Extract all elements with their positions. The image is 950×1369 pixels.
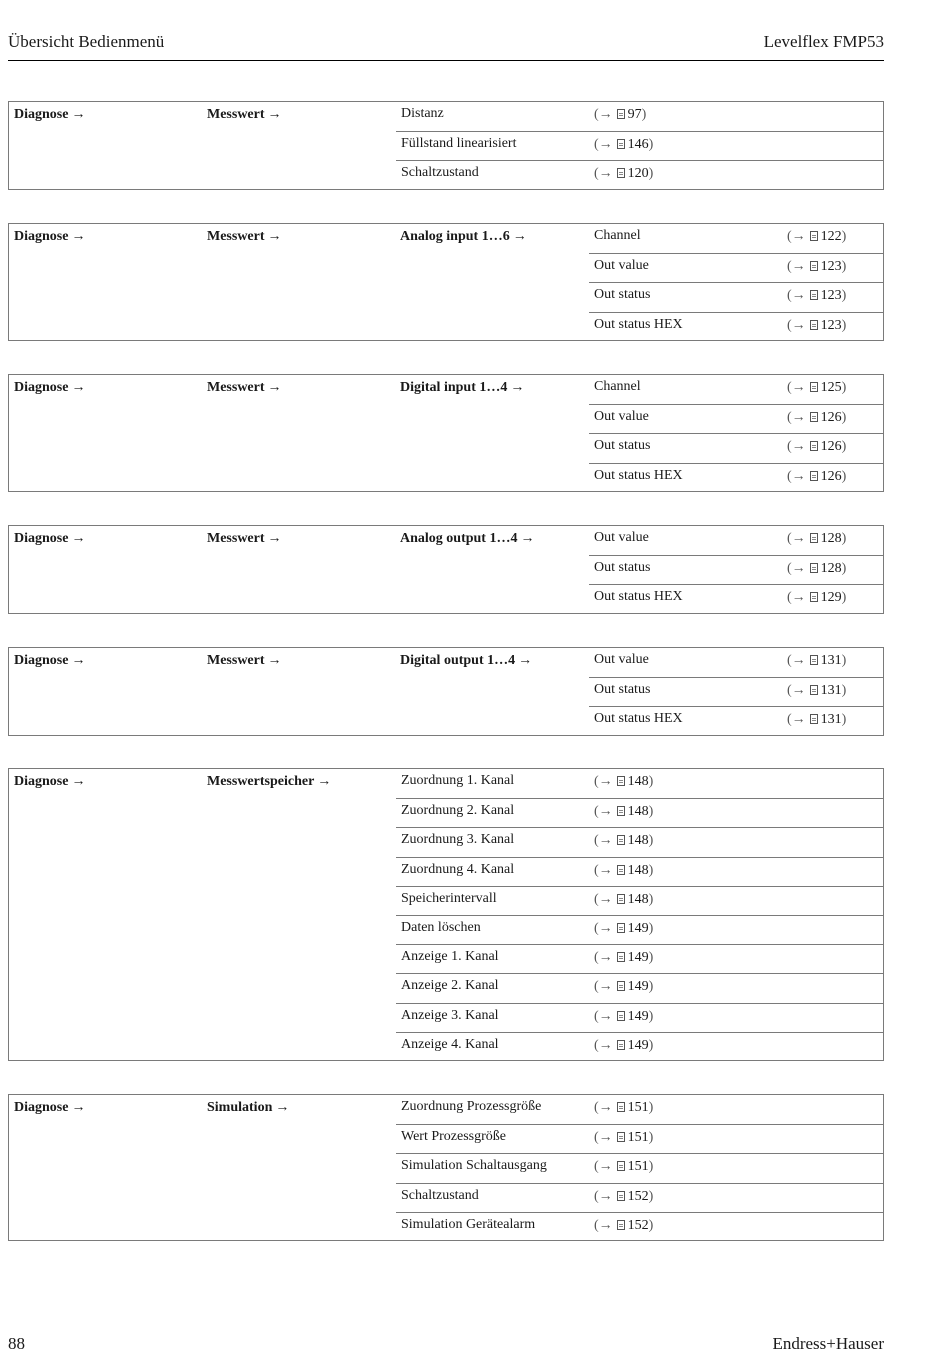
- page-reference-link[interactable]: [787, 590, 846, 606]
- page-icon: [810, 441, 818, 451]
- ref-close: ): [841, 380, 847, 395]
- page-number-ref: 149: [627, 950, 649, 966]
- ref-close: ): [648, 137, 654, 153]
- parameter-row: [589, 433, 883, 462]
- page-number-ref: 149: [627, 979, 649, 995]
- parameter-name[interactable]: Out value: [594, 409, 649, 425]
- page-reference-link[interactable]: [594, 833, 653, 849]
- ref-open: (→: [594, 1037, 613, 1053]
- page-number-ref: 126: [820, 468, 842, 484]
- parameter-row: [396, 1212, 883, 1241]
- ref-close: ): [841, 410, 847, 426]
- menu-path-label: Messwert: [207, 380, 265, 395]
- menu-path-level-2[interactable]: [207, 531, 282, 547]
- parameter-row: [396, 131, 883, 160]
- ref-close: ): [841, 531, 847, 546]
- ref-open: (→: [594, 862, 613, 878]
- ref-close: ): [648, 1217, 654, 1233]
- parameter-row: [396, 1183, 883, 1212]
- menu-path-label: Messwertspeicher: [207, 774, 315, 789]
- menu-path-level-2[interactable]: [207, 107, 282, 123]
- page-reference-link[interactable]: [787, 683, 846, 699]
- parameter-row: [396, 160, 883, 189]
- parameter-row: [396, 1032, 883, 1061]
- menu-block: [8, 525, 884, 614]
- page-reference-link[interactable]: [787, 561, 846, 577]
- page-reference-link[interactable]: [594, 1100, 653, 1116]
- ref-open: (→: [787, 468, 806, 484]
- ref-open: (→: [787, 561, 806, 577]
- arrow-right-icon: →: [267, 229, 282, 244]
- page-reference-link[interactable]: [594, 1130, 653, 1146]
- page-icon: [617, 1102, 625, 1112]
- parameter-row: [396, 1153, 883, 1182]
- page-number-ref: 148: [627, 891, 649, 907]
- arrow-right-icon: →: [71, 774, 86, 789]
- arrow-right-icon: →: [267, 531, 282, 546]
- ref-open: (→: [787, 288, 806, 304]
- page-number-ref: 152: [627, 1188, 649, 1204]
- ref-open: (→: [787, 590, 806, 606]
- page-reference-link[interactable]: [594, 979, 653, 995]
- arrow-right-icon: →: [518, 653, 533, 668]
- ref-open: (→: [787, 531, 806, 546]
- page-number-ref: 148: [627, 804, 649, 820]
- menu-path-level-3[interactable]: [400, 653, 532, 669]
- page-icon: [617, 1220, 625, 1230]
- ref-open: (→: [594, 166, 613, 182]
- page-icon: [617, 776, 625, 786]
- page-reference-link[interactable]: [787, 469, 846, 485]
- page-icon: [810, 290, 818, 300]
- parameter-list: [396, 102, 883, 190]
- parameter-name[interactable]: Füllstand linearisiert: [401, 136, 517, 152]
- arrow-right-icon: →: [71, 653, 86, 668]
- menu-path-level-1[interactable]: [14, 531, 85, 547]
- page-icon: [617, 806, 625, 816]
- page-reference-link[interactable]: [594, 107, 646, 123]
- ref-open: (→: [594, 891, 613, 907]
- menu-path-level-2[interactable]: [207, 1100, 289, 1116]
- ref-close: ): [841, 229, 847, 244]
- page-reference-link[interactable]: [594, 921, 653, 937]
- page-number-ref: 129: [820, 590, 842, 606]
- ref-open: (→: [787, 712, 806, 728]
- parameter-name[interactable]: Out status HEX: [594, 467, 683, 483]
- ref-open: (→: [787, 229, 806, 244]
- page-number-ref: 148: [627, 862, 649, 878]
- arrow-right-icon: →: [71, 531, 86, 546]
- ref-open: (→: [594, 137, 613, 153]
- page-reference-link[interactable]: [594, 1218, 653, 1234]
- parameter-list: [396, 769, 883, 1061]
- parameter-row: [589, 312, 883, 341]
- parameter-row: [589, 706, 883, 735]
- arrow-right-icon: →: [512, 229, 527, 244]
- parameter-row: [396, 1124, 883, 1153]
- parameter-row: [396, 769, 883, 798]
- parameter-name[interactable]: Simulation Schaltausgang: [401, 1158, 547, 1174]
- ref-open: (→: [594, 774, 613, 789]
- ref-close: ): [648, 920, 654, 936]
- page-reference-link[interactable]: [787, 439, 846, 455]
- menu-path-level-2[interactable]: [207, 380, 282, 396]
- menu-path-label: Messwert: [207, 107, 265, 122]
- parameter-row: [396, 973, 883, 1002]
- parameter-name[interactable]: Schaltzustand: [401, 165, 479, 181]
- page-icon: [810, 320, 818, 330]
- menu-path-label: Simulation: [207, 1100, 273, 1115]
- ref-close: ): [841, 653, 847, 668]
- menu-block: [8, 101, 884, 190]
- ref-close: ): [841, 288, 847, 304]
- page-number-ref: 151: [627, 1159, 649, 1175]
- parameter-row: [589, 282, 883, 311]
- parameter-name[interactable]: Out status: [594, 287, 651, 303]
- menu-path-level-3[interactable]: [400, 380, 524, 396]
- menu-path-label: Analog output 1…4: [400, 531, 518, 546]
- ref-close: ): [648, 1008, 654, 1024]
- page-icon: [810, 592, 818, 602]
- ref-close: ): [841, 439, 847, 455]
- page-reference-link[interactable]: [787, 318, 846, 334]
- ref-close: ): [841, 317, 847, 333]
- menu-path-label: Messwert: [207, 531, 265, 546]
- parameter-name[interactable]: Out value: [594, 652, 649, 667]
- page-number: 88: [8, 1334, 25, 1353]
- parameter-name[interactable]: Zuordnung 3. Kanal: [401, 832, 515, 848]
- arrow-right-icon: →: [275, 1100, 290, 1115]
- menu-block: [8, 768, 884, 1061]
- arrow-right-icon: →: [71, 1100, 86, 1115]
- menu-path-label: Digital output 1…4: [400, 653, 516, 668]
- page-number-ref: 148: [627, 774, 649, 789]
- arrow-right-icon: →: [71, 229, 86, 244]
- menu-block: [8, 1094, 884, 1241]
- ref-close: ): [648, 833, 654, 849]
- ref-close: ): [648, 804, 654, 820]
- page-number-ref: 125: [820, 380, 842, 395]
- ref-close: ): [841, 590, 847, 606]
- ref-open: (→: [594, 107, 613, 122]
- page-number-ref: 97: [627, 107, 642, 122]
- brand-name: Endress+Hauser: [772, 1334, 884, 1353]
- parameter-row: [589, 375, 883, 404]
- parameter-row: [396, 886, 883, 915]
- page-icon: [617, 894, 625, 904]
- menu-path-level-2[interactable]: [207, 229, 282, 245]
- menu-path-level-1[interactable]: [14, 1100, 85, 1116]
- ref-open: (→: [594, 1130, 613, 1146]
- page-icon: [617, 1040, 625, 1050]
- page-reference-link[interactable]: [787, 712, 846, 728]
- parameter-row: [589, 253, 883, 282]
- menu-path-label: Diagnose: [14, 229, 69, 244]
- page-reference-link[interactable]: [787, 380, 846, 396]
- ref-open: (→: [594, 920, 613, 936]
- ref-close: ): [648, 1130, 654, 1146]
- parameter-name[interactable]: Zuordnung Prozessgröße: [401, 1099, 542, 1114]
- parameter-name[interactable]: Out status: [594, 560, 651, 576]
- ref-close: ): [648, 774, 654, 789]
- page-icon: [810, 685, 818, 695]
- page-number-ref: 123: [820, 288, 842, 304]
- parameter-row: [589, 677, 883, 706]
- page-icon: [617, 168, 625, 178]
- page-reference-link[interactable]: [787, 410, 846, 426]
- ref-close: ): [841, 561, 847, 577]
- parameter-name[interactable]: Out value: [594, 258, 649, 274]
- ref-close: ): [841, 683, 847, 699]
- page-icon: [810, 382, 818, 392]
- parameter-row: [589, 555, 883, 584]
- ref-close: ): [648, 1188, 654, 1204]
- page-icon: [810, 231, 818, 241]
- parameter-list: [589, 375, 883, 492]
- parameter-name[interactable]: Out status: [594, 438, 651, 454]
- page-reference-link[interactable]: [594, 804, 653, 820]
- menu-path-label: Diagnose: [14, 380, 69, 395]
- ref-close: ): [641, 107, 647, 122]
- menu-block: [8, 223, 884, 341]
- page-icon: [617, 1161, 625, 1171]
- parameter-name[interactable]: Anzeige 3. Kanal: [401, 1007, 499, 1023]
- parameter-name[interactable]: Zuordnung 2. Kanal: [401, 803, 515, 819]
- page-number-ref: 149: [627, 920, 649, 936]
- page-icon: [617, 952, 625, 962]
- parameter-list: [589, 526, 883, 614]
- page-icon: [617, 1191, 625, 1201]
- page-reference-link[interactable]: [594, 1009, 653, 1025]
- arrow-right-icon: →: [267, 380, 282, 395]
- menu-path-level-1[interactable]: [14, 653, 85, 669]
- page-reference-link[interactable]: [787, 531, 846, 547]
- parameter-list: [589, 224, 883, 341]
- page-number-ref: 128: [820, 531, 842, 546]
- parameter-name[interactable]: Anzeige 4. Kanal: [401, 1036, 499, 1052]
- page-reference-link[interactable]: [594, 863, 653, 879]
- ref-open: (→: [594, 1159, 613, 1175]
- parameter-name[interactable]: Channel: [594, 228, 641, 243]
- parameter-name[interactable]: Speicherintervall: [401, 890, 497, 906]
- parameter-row: [589, 584, 883, 613]
- parameter-name[interactable]: Anzeige 1. Kanal: [401, 949, 499, 965]
- parameter-name[interactable]: Anzeige 2. Kanal: [401, 978, 499, 994]
- parameter-row: [589, 404, 883, 433]
- menu-path-level-1[interactable]: [14, 229, 85, 245]
- page-reference-link[interactable]: [594, 1038, 653, 1054]
- arrow-right-icon: →: [317, 774, 332, 789]
- page-header: [8, 32, 884, 61]
- page-number-ref: 126: [820, 410, 842, 426]
- parameter-name[interactable]: Zuordnung 4. Kanal: [401, 861, 515, 877]
- page-icon: [810, 714, 818, 724]
- page-number-ref: 146: [627, 137, 649, 153]
- parameter-list: [589, 648, 883, 736]
- parameter-name[interactable]: Out status HEX: [594, 316, 683, 332]
- page-reference-link[interactable]: [594, 1159, 653, 1175]
- parameter-row: [589, 463, 883, 492]
- parameter-name[interactable]: Zuordnung 1. Kanal: [401, 773, 515, 788]
- page-reference-link[interactable]: [594, 892, 653, 908]
- page-number-ref: 126: [820, 439, 842, 455]
- parameter-name[interactable]: Wert Prozessgröße: [401, 1129, 507, 1145]
- page-reference-link[interactable]: [594, 950, 653, 966]
- arrow-right-icon: →: [510, 380, 525, 395]
- page-number-ref: 128: [820, 561, 842, 577]
- page-number-ref: 149: [627, 1008, 649, 1024]
- page-icon: [810, 563, 818, 573]
- ref-open: (→: [787, 259, 806, 275]
- ref-open: (→: [787, 410, 806, 426]
- page-number-ref: 149: [627, 1037, 649, 1053]
- ref-open: (→: [787, 683, 806, 699]
- page-number-ref: 123: [820, 317, 842, 333]
- page-reference-link[interactable]: [594, 1189, 653, 1205]
- ref-open: (→: [594, 804, 613, 820]
- page-icon: [810, 471, 818, 481]
- menu-path-label: Diagnose: [14, 653, 69, 668]
- menu-block: [8, 647, 884, 736]
- parameter-row: [589, 648, 883, 677]
- page-icon: [810, 261, 818, 271]
- parameter-row: [589, 224, 883, 253]
- page-number-ref: 152: [627, 1217, 649, 1233]
- parameter-list: [396, 1095, 883, 1241]
- parameter-name[interactable]: Out status HEX: [594, 711, 683, 727]
- section-title: Übersicht Bedienmenü: [8, 32, 165, 51]
- menu-path-level-2[interactable]: [207, 774, 331, 790]
- page-number-ref: 120: [627, 166, 649, 182]
- menu-path-label: Digital input 1…4: [400, 380, 508, 395]
- menu-path-label: Analog input 1…6: [400, 229, 510, 244]
- ref-open: (→: [594, 1217, 613, 1233]
- product-name: Levelflex FMP53: [763, 32, 884, 51]
- page-footer: [8, 1334, 884, 1356]
- menu-path-level-1[interactable]: [14, 380, 85, 396]
- ref-open: (→: [787, 317, 806, 333]
- arrow-right-icon: →: [71, 107, 86, 122]
- page-reference-link[interactable]: [787, 229, 846, 245]
- menu-path-label: Diagnose: [14, 107, 69, 122]
- parameter-row: [396, 1095, 883, 1124]
- arrow-right-icon: →: [267, 653, 282, 668]
- page-icon: [617, 865, 625, 875]
- arrow-right-icon: →: [71, 380, 86, 395]
- page-icon: [617, 109, 625, 119]
- page-reference-link[interactable]: [594, 137, 653, 153]
- page-reference-link[interactable]: [594, 774, 653, 790]
- page-icon: [617, 923, 625, 933]
- page-reference-link[interactable]: [787, 288, 846, 304]
- page-reference-link[interactable]: [594, 166, 653, 182]
- arrow-right-icon: →: [520, 531, 535, 546]
- parameter-name[interactable]: Distanz: [401, 106, 444, 121]
- parameter-row: [396, 915, 883, 944]
- parameter-row: [396, 827, 883, 856]
- parameter-name[interactable]: Out status HEX: [594, 589, 683, 605]
- ref-open: (→: [594, 1100, 613, 1115]
- ref-open: (→: [594, 979, 613, 995]
- parameter-name[interactable]: Daten löschen: [401, 919, 481, 935]
- ref-close: ): [648, 166, 654, 182]
- page-reference-link[interactable]: [787, 653, 846, 669]
- parameter-name[interactable]: Simulation Gerätealarm: [401, 1216, 536, 1232]
- menu-path-label: Diagnose: [14, 1100, 69, 1115]
- page-number-ref: 151: [627, 1130, 649, 1146]
- ref-close: ): [648, 1037, 654, 1053]
- ref-close: ): [648, 1100, 654, 1115]
- page-number-ref: 123: [820, 259, 842, 275]
- parameter-name[interactable]: Channel: [594, 379, 641, 394]
- page-number-ref: 131: [820, 653, 842, 668]
- page-number-ref: 148: [627, 833, 649, 849]
- page-icon: [810, 533, 818, 543]
- menu-path-level-1[interactable]: [14, 774, 85, 790]
- parameter-name[interactable]: Out status: [594, 682, 651, 698]
- menu-path-label: Diagnose: [14, 774, 69, 789]
- ref-close: ): [648, 891, 654, 907]
- page-icon: [617, 981, 625, 991]
- ref-close: ): [648, 979, 654, 995]
- page-icon: [617, 1011, 625, 1021]
- page-icon: [810, 412, 818, 422]
- ref-open: (→: [594, 1008, 613, 1024]
- ref-open: (→: [787, 439, 806, 455]
- parameter-row: [396, 944, 883, 973]
- ref-close: ): [648, 950, 654, 966]
- page-reference-link[interactable]: [787, 259, 846, 275]
- ref-close: ): [648, 1159, 654, 1175]
- page-icon: [617, 1132, 625, 1142]
- ref-open: (→: [594, 833, 613, 849]
- menu-path-label: Messwert: [207, 229, 265, 244]
- page-number-ref: 131: [820, 712, 842, 728]
- parameter-name[interactable]: Out value: [594, 530, 649, 545]
- page-number-ref: 122: [820, 229, 842, 244]
- page-number-ref: 151: [627, 1100, 649, 1115]
- parameter-row: [396, 798, 883, 827]
- parameter-name[interactable]: Schaltzustand: [401, 1187, 479, 1203]
- ref-open: (→: [787, 380, 806, 395]
- ref-open: (→: [594, 950, 613, 966]
- menu-path-level-3[interactable]: [400, 531, 534, 547]
- page-icon: [617, 835, 625, 845]
- ref-open: (→: [594, 1188, 613, 1204]
- menu-path-label: Diagnose: [14, 531, 69, 546]
- ref-close: ): [841, 468, 847, 484]
- menu-path-level-3[interactable]: [400, 229, 527, 245]
- menu-path-label: Messwert: [207, 653, 265, 668]
- ref-close: ): [841, 712, 847, 728]
- parameter-row: [396, 102, 883, 131]
- menu-path-level-2[interactable]: [207, 653, 282, 669]
- arrow-right-icon: →: [267, 107, 282, 122]
- ref-close: ): [841, 259, 847, 275]
- page-icon: [810, 655, 818, 665]
- menu-path-level-1[interactable]: [14, 107, 85, 123]
- parameter-row: [396, 857, 883, 886]
- page-icon: [617, 139, 625, 149]
- ref-open: (→: [787, 653, 806, 668]
- ref-close: ): [648, 862, 654, 878]
- menu-block: [8, 374, 884, 492]
- parameter-row: [589, 526, 883, 555]
- parameter-row: [396, 1003, 883, 1032]
- page-number-ref: 131: [820, 683, 842, 699]
